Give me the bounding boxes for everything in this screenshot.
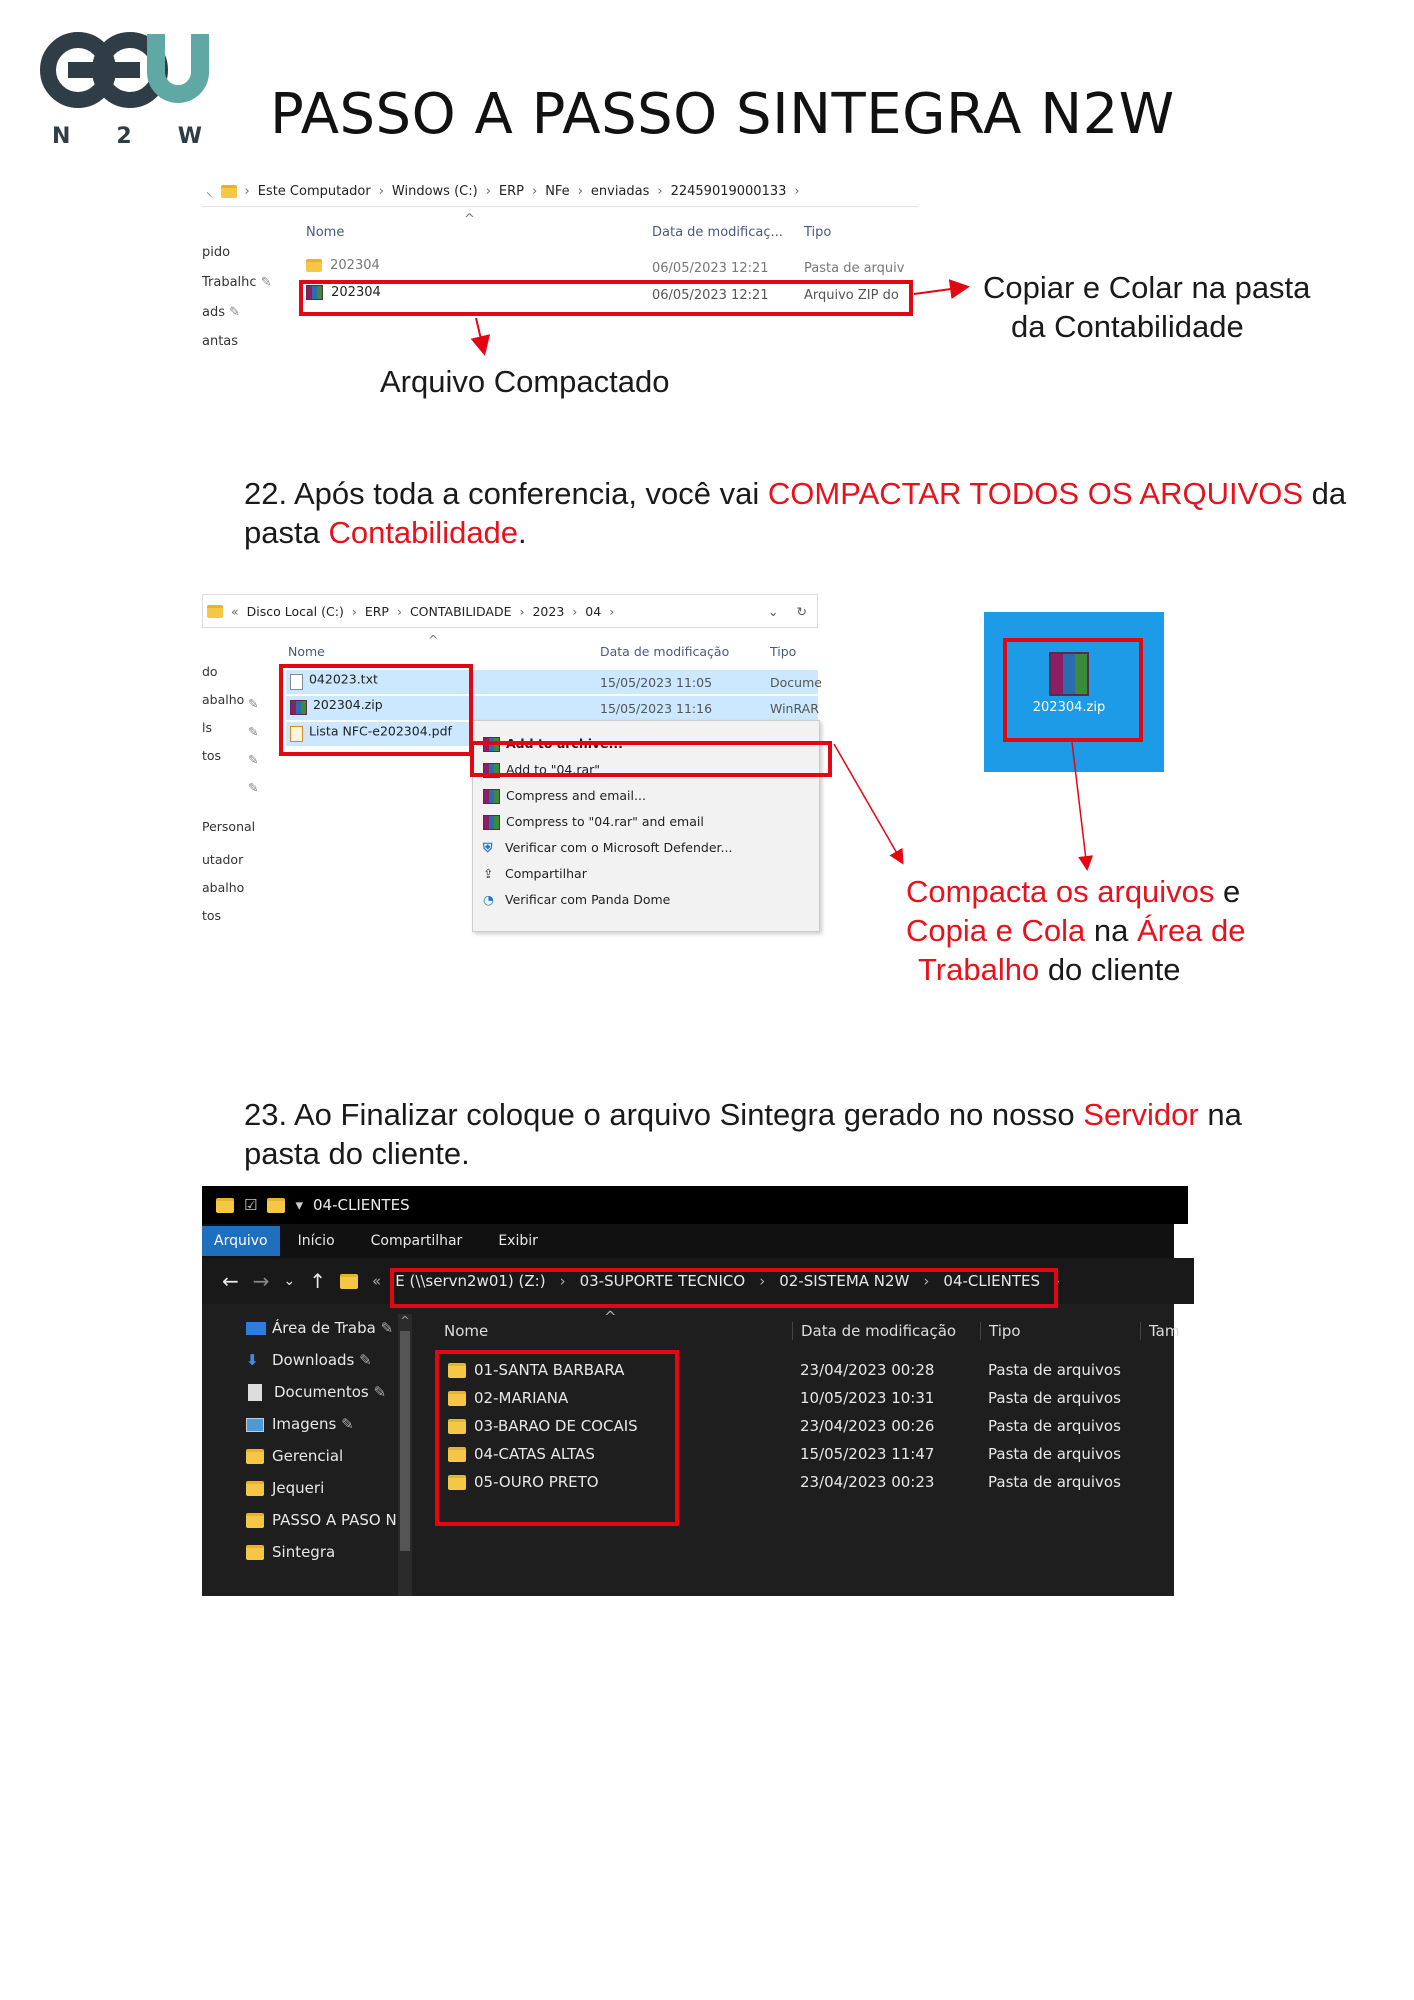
column-header-name[interactable]: Nome xyxy=(444,1322,489,1340)
callout-emphasis: Trabalho xyxy=(918,952,1040,987)
column-header-type[interactable]: Tipo xyxy=(980,1322,1021,1340)
column-header-name[interactable]: Nome xyxy=(288,644,325,659)
file-type: Arquivo ZIP do xyxy=(804,288,899,303)
highlight-box-address xyxy=(390,1268,1058,1308)
folder-type: Pasta de arquivos xyxy=(988,1389,1121,1407)
folder-name: 04-CATAS ALTAS xyxy=(474,1445,595,1463)
menu-item-label: Add to archive... xyxy=(506,736,623,751)
folder-name: 05-OURO PRETO xyxy=(474,1473,599,1491)
sort-chevron-icon: ^ xyxy=(604,1308,617,1326)
column-header-date[interactable]: Data de modificaç... xyxy=(652,225,783,240)
column-header-size[interactable]: Tam xyxy=(1140,1322,1179,1340)
recent-chevron-icon[interactable]: ⌄ xyxy=(283,1273,296,1289)
images-icon xyxy=(246,1418,264,1432)
callout-emphasis: Área de xyxy=(1136,913,1246,948)
breadcrumb-item[interactable]: 2023 xyxy=(532,603,565,619)
nav-item[interactable]: Personal xyxy=(202,819,256,834)
defender-icon: ⛨ xyxy=(483,840,493,855)
folder-name: 01-SANTA BARBARA xyxy=(474,1361,625,1379)
nav-item[interactable]: tos xyxy=(202,908,222,923)
step-text: . xyxy=(518,515,527,550)
new-folder-icon[interactable] xyxy=(267,1198,285,1213)
breadcrumb-item[interactable]: Windows (C:) xyxy=(391,183,478,199)
scroll-up-icon[interactable]: ^ xyxy=(400,1314,410,1327)
nav-item-desktop[interactable] xyxy=(246,1312,416,1344)
menu-item-label: Verificar com Panda Dome xyxy=(505,892,671,907)
nav-item[interactable]: tos xyxy=(202,748,222,763)
tab-arquivo[interactable]: Arquivo xyxy=(202,1226,280,1256)
step-23-text xyxy=(244,1095,1324,1173)
folder-type: Pasta de arquivos xyxy=(988,1445,1121,1463)
address-segment[interactable]: E (\\servn2w01) (Z:) xyxy=(395,1272,546,1290)
nav-item-label: Documentos xyxy=(274,1383,369,1401)
file-type: WinRAR xyxy=(770,701,819,716)
column-header-date[interactable]: Data de modificação xyxy=(792,1322,956,1340)
step-text: na pasta do cliente. xyxy=(244,1097,1242,1171)
nav-item-label: Sintegra xyxy=(272,1543,336,1561)
desktop-file-label: 202304.zip xyxy=(1032,700,1106,715)
nav-item[interactable]: pido xyxy=(202,245,231,260)
back-arrow-icon[interactable]: ← xyxy=(222,1269,239,1293)
nav-item-documentos[interactable] xyxy=(246,1376,416,1408)
folder-date: 15/05/2023 11:47 xyxy=(800,1445,935,1463)
nav-item-downloads[interactable] xyxy=(246,1344,416,1376)
callout-line: Copiar e Colar na pasta xyxy=(983,270,1311,305)
file-name: 202304 xyxy=(330,258,380,273)
navigation-pane xyxy=(246,1312,416,1568)
nav-item[interactable]: do xyxy=(202,664,218,679)
column-header-type[interactable]: Tipo xyxy=(770,644,797,659)
nav-item-passo-a-paso[interactable] xyxy=(246,1504,398,1536)
page-title: PASSO A PASSO SINTEGRA N2W xyxy=(270,82,1175,147)
nav-item-label: Trabalhc xyxy=(202,275,257,290)
pin-icon: ✎ xyxy=(260,275,272,290)
nav-item-sintegra[interactable] xyxy=(246,1536,416,1568)
nav-item-label: Gerencial xyxy=(272,1447,344,1465)
callout-text: na xyxy=(1085,913,1137,948)
breadcrumb: ⸜ › Este Computador › Windows (C:) › ERP › NFe › enviadas › 22459019000133 › xyxy=(202,176,918,207)
pin-icon: ✎ xyxy=(380,1319,394,1337)
file-date: 06/05/2023 12:21 xyxy=(652,288,769,303)
address-segment[interactable]: 04-CLIENTES xyxy=(943,1272,1041,1290)
pin-icon: ✎ xyxy=(359,1351,372,1369)
callout-line xyxy=(906,950,1346,989)
title-bar xyxy=(202,1186,1188,1224)
chevron-down-icon[interactable]: ⌄ xyxy=(768,603,779,619)
folder-date: 23/04/2023 00:26 xyxy=(800,1417,935,1435)
scroll-thumb[interactable] xyxy=(400,1331,410,1551)
breadcrumb-item[interactable]: Disco Local (C:) xyxy=(246,603,344,619)
share-icon: ⇪ xyxy=(483,866,494,881)
pin-icon: ✎ xyxy=(373,1383,387,1401)
folder-type: Pasta de arquivos xyxy=(988,1417,1121,1435)
callout-line xyxy=(906,911,1346,950)
pin-icon: ✎ ✎ ✎ ✎ xyxy=(248,696,259,795)
download-icon: ⬇ xyxy=(246,1351,259,1369)
nav-item-imagens[interactable] xyxy=(246,1408,416,1440)
column-header-date[interactable]: Data de modificação xyxy=(600,644,730,659)
file-type: Docume xyxy=(770,675,822,690)
callout-compress-copy xyxy=(906,872,1346,989)
file-date: 15/05/2023 11:05 xyxy=(600,675,713,690)
nav-item[interactable]: antas xyxy=(202,334,239,349)
logo-letter: N xyxy=(52,124,71,149)
callout-emphasis: Copia e Cola xyxy=(906,913,1086,948)
menu-item-label: Compartilhar xyxy=(505,866,587,881)
sort-chevron-icon: ^ xyxy=(428,632,439,647)
nav-item-label: Downloads xyxy=(272,1351,355,1369)
nav-item-gerencial[interactable] xyxy=(246,1440,416,1472)
nav-item[interactable]: abalho xyxy=(202,880,245,895)
address-segment[interactable]: 02-SISTEMA N2W xyxy=(779,1272,910,1290)
nav-scrollbar[interactable] xyxy=(398,1314,412,1596)
tab-inicio[interactable]: Início xyxy=(297,1233,335,1249)
menu-item-label: Compress to "04.rar" and email xyxy=(506,814,704,829)
pin-icon: ✎ xyxy=(229,305,241,320)
callout-line xyxy=(906,872,1346,911)
breadcrumb-item[interactable]: ERP xyxy=(364,603,389,619)
folder-name: 03-BARAO DE COCAIS xyxy=(474,1417,638,1435)
file-type: Pasta de arquiv xyxy=(804,261,905,276)
step-emphasis: Servidor xyxy=(1083,1097,1199,1132)
callout-compressed-file: Arquivo Compactado xyxy=(380,364,670,399)
nav-item-label: ads xyxy=(202,305,225,320)
nav-item[interactable]: utador xyxy=(202,852,244,867)
nav-item-label: PASSO A PASO N xyxy=(272,1511,397,1529)
file-date: 06/05/2023 12:21 xyxy=(652,261,769,276)
column-header-type[interactable]: Tipo xyxy=(804,225,832,240)
file-name: 042023.txt xyxy=(308,671,378,687)
breadcrumb-item[interactable]: ERP xyxy=(498,183,524,199)
highlight-box-client-folders xyxy=(435,1350,679,1526)
pin-icon: ✎ xyxy=(341,1415,354,1433)
annotation-arrows xyxy=(0,0,1414,900)
documents-icon xyxy=(248,1384,262,1401)
nav-item[interactable]: abalho xyxy=(202,692,245,707)
folder-type: Pasta de arquivos xyxy=(988,1473,1121,1491)
menu-item-label: Add to "04.rar" xyxy=(506,762,601,777)
folder-date: 23/04/2023 00:23 xyxy=(800,1473,935,1491)
explorer-screenshot-clientes xyxy=(202,1186,1180,1596)
step-text: da pasta xyxy=(244,476,1347,550)
column-header-name[interactable]: Nome xyxy=(306,225,345,240)
folder-icon xyxy=(246,1481,264,1496)
ribbon-tabs xyxy=(202,1224,1174,1258)
menu-item-label: Compress and email... xyxy=(506,788,646,803)
logo-letter: 2 xyxy=(116,124,132,149)
breadcrumb: « Disco Local (C:) › ERP › CONTABILIDADE › 2023 › 04 › ⌄ ↻ xyxy=(202,594,818,628)
breadcrumb-item[interactable]: 22459019000133 xyxy=(670,183,787,199)
file-name: 202304 xyxy=(331,285,381,300)
step-text: 23. Ao Finalizar coloque o arquivo Sintegra gerado no nosso xyxy=(244,1097,1084,1132)
address-bar: ← → ⌄ ↑ « E (\\servn2w01) (Z:) › 03-SUPORTE TECNICO › 02-SISTEMA N2W › 04-CLIENTES › xyxy=(202,1258,1194,1304)
nav-item-jequeri[interactable] xyxy=(246,1472,416,1504)
nav-item-label: Jequeri xyxy=(272,1479,325,1497)
file-date: 15/05/2023 11:16 xyxy=(600,701,713,716)
breadcrumb-item[interactable]: enviadas xyxy=(590,183,650,199)
folder-date: 23/04/2023 00:28 xyxy=(800,1361,935,1379)
nav-item-label: Área de Traba xyxy=(272,1319,376,1337)
sort-chevron-icon: ^ xyxy=(464,212,475,227)
breadcrumb-item[interactable]: Este Computador xyxy=(257,183,371,199)
nav-item-label: Imagens xyxy=(272,1415,337,1433)
step-emphasis: Contabilidade xyxy=(328,515,519,550)
step-text: 22. Após toda a conferencia, você vai xyxy=(244,476,768,511)
tab-compartilhar[interactable]: Compartilhar xyxy=(370,1233,463,1249)
panda-icon: ◔ xyxy=(483,892,494,907)
step-emphasis: COMPACTAR TODOS OS ARQUIVOS xyxy=(767,476,1304,511)
nav-item[interactable]: ls xyxy=(202,720,212,735)
window-title: 04-CLIENTES xyxy=(312,1196,410,1214)
address-segment[interactable]: 03-SUPORTE TECNICO xyxy=(579,1272,746,1290)
breadcrumb-item[interactable]: 04 xyxy=(585,603,602,619)
breadcrumb-item[interactable]: NFe xyxy=(545,183,570,199)
folder-icon xyxy=(246,1513,264,1528)
folder-icon xyxy=(246,1545,264,1560)
folder-type: Pasta de arquivos xyxy=(988,1361,1121,1379)
folder-name: 02-MARIANA xyxy=(474,1389,569,1407)
up-arrow-icon[interactable]: ↑ xyxy=(309,1269,327,1293)
tab-exibir[interactable]: Exibir xyxy=(498,1233,538,1249)
callout-emphasis: Compacta os arquivos xyxy=(906,874,1215,909)
properties-icon[interactable]: ☑ xyxy=(244,1196,258,1214)
folder-icon xyxy=(246,1449,264,1464)
overflow-chevron-icon[interactable]: « xyxy=(372,1272,382,1290)
menu-item-label: Verificar com o Microsoft Defender... xyxy=(505,840,733,855)
folder-icon xyxy=(216,1198,234,1213)
breadcrumb-item[interactable]: CONTABILIDADE xyxy=(409,603,512,619)
logo-letter: W xyxy=(177,124,202,149)
callout-line: da Contabilidade xyxy=(1011,309,1244,344)
customize-toolbar-icon[interactable]: ▾ xyxy=(295,1196,303,1214)
callout-text: e xyxy=(1214,874,1241,909)
folder-icon xyxy=(340,1274,358,1289)
folder-date: 10/05/2023 10:31 xyxy=(800,1389,935,1407)
file-name: Lista NFC-e202304.pdf xyxy=(308,723,452,739)
callout-text: do cliente xyxy=(1039,952,1181,987)
forward-arrow-icon[interactable]: → xyxy=(252,1269,270,1293)
refresh-icon[interactable]: ↻ xyxy=(796,603,807,619)
desktop-icon xyxy=(246,1322,266,1335)
file-name: 202304.zip xyxy=(312,697,383,712)
